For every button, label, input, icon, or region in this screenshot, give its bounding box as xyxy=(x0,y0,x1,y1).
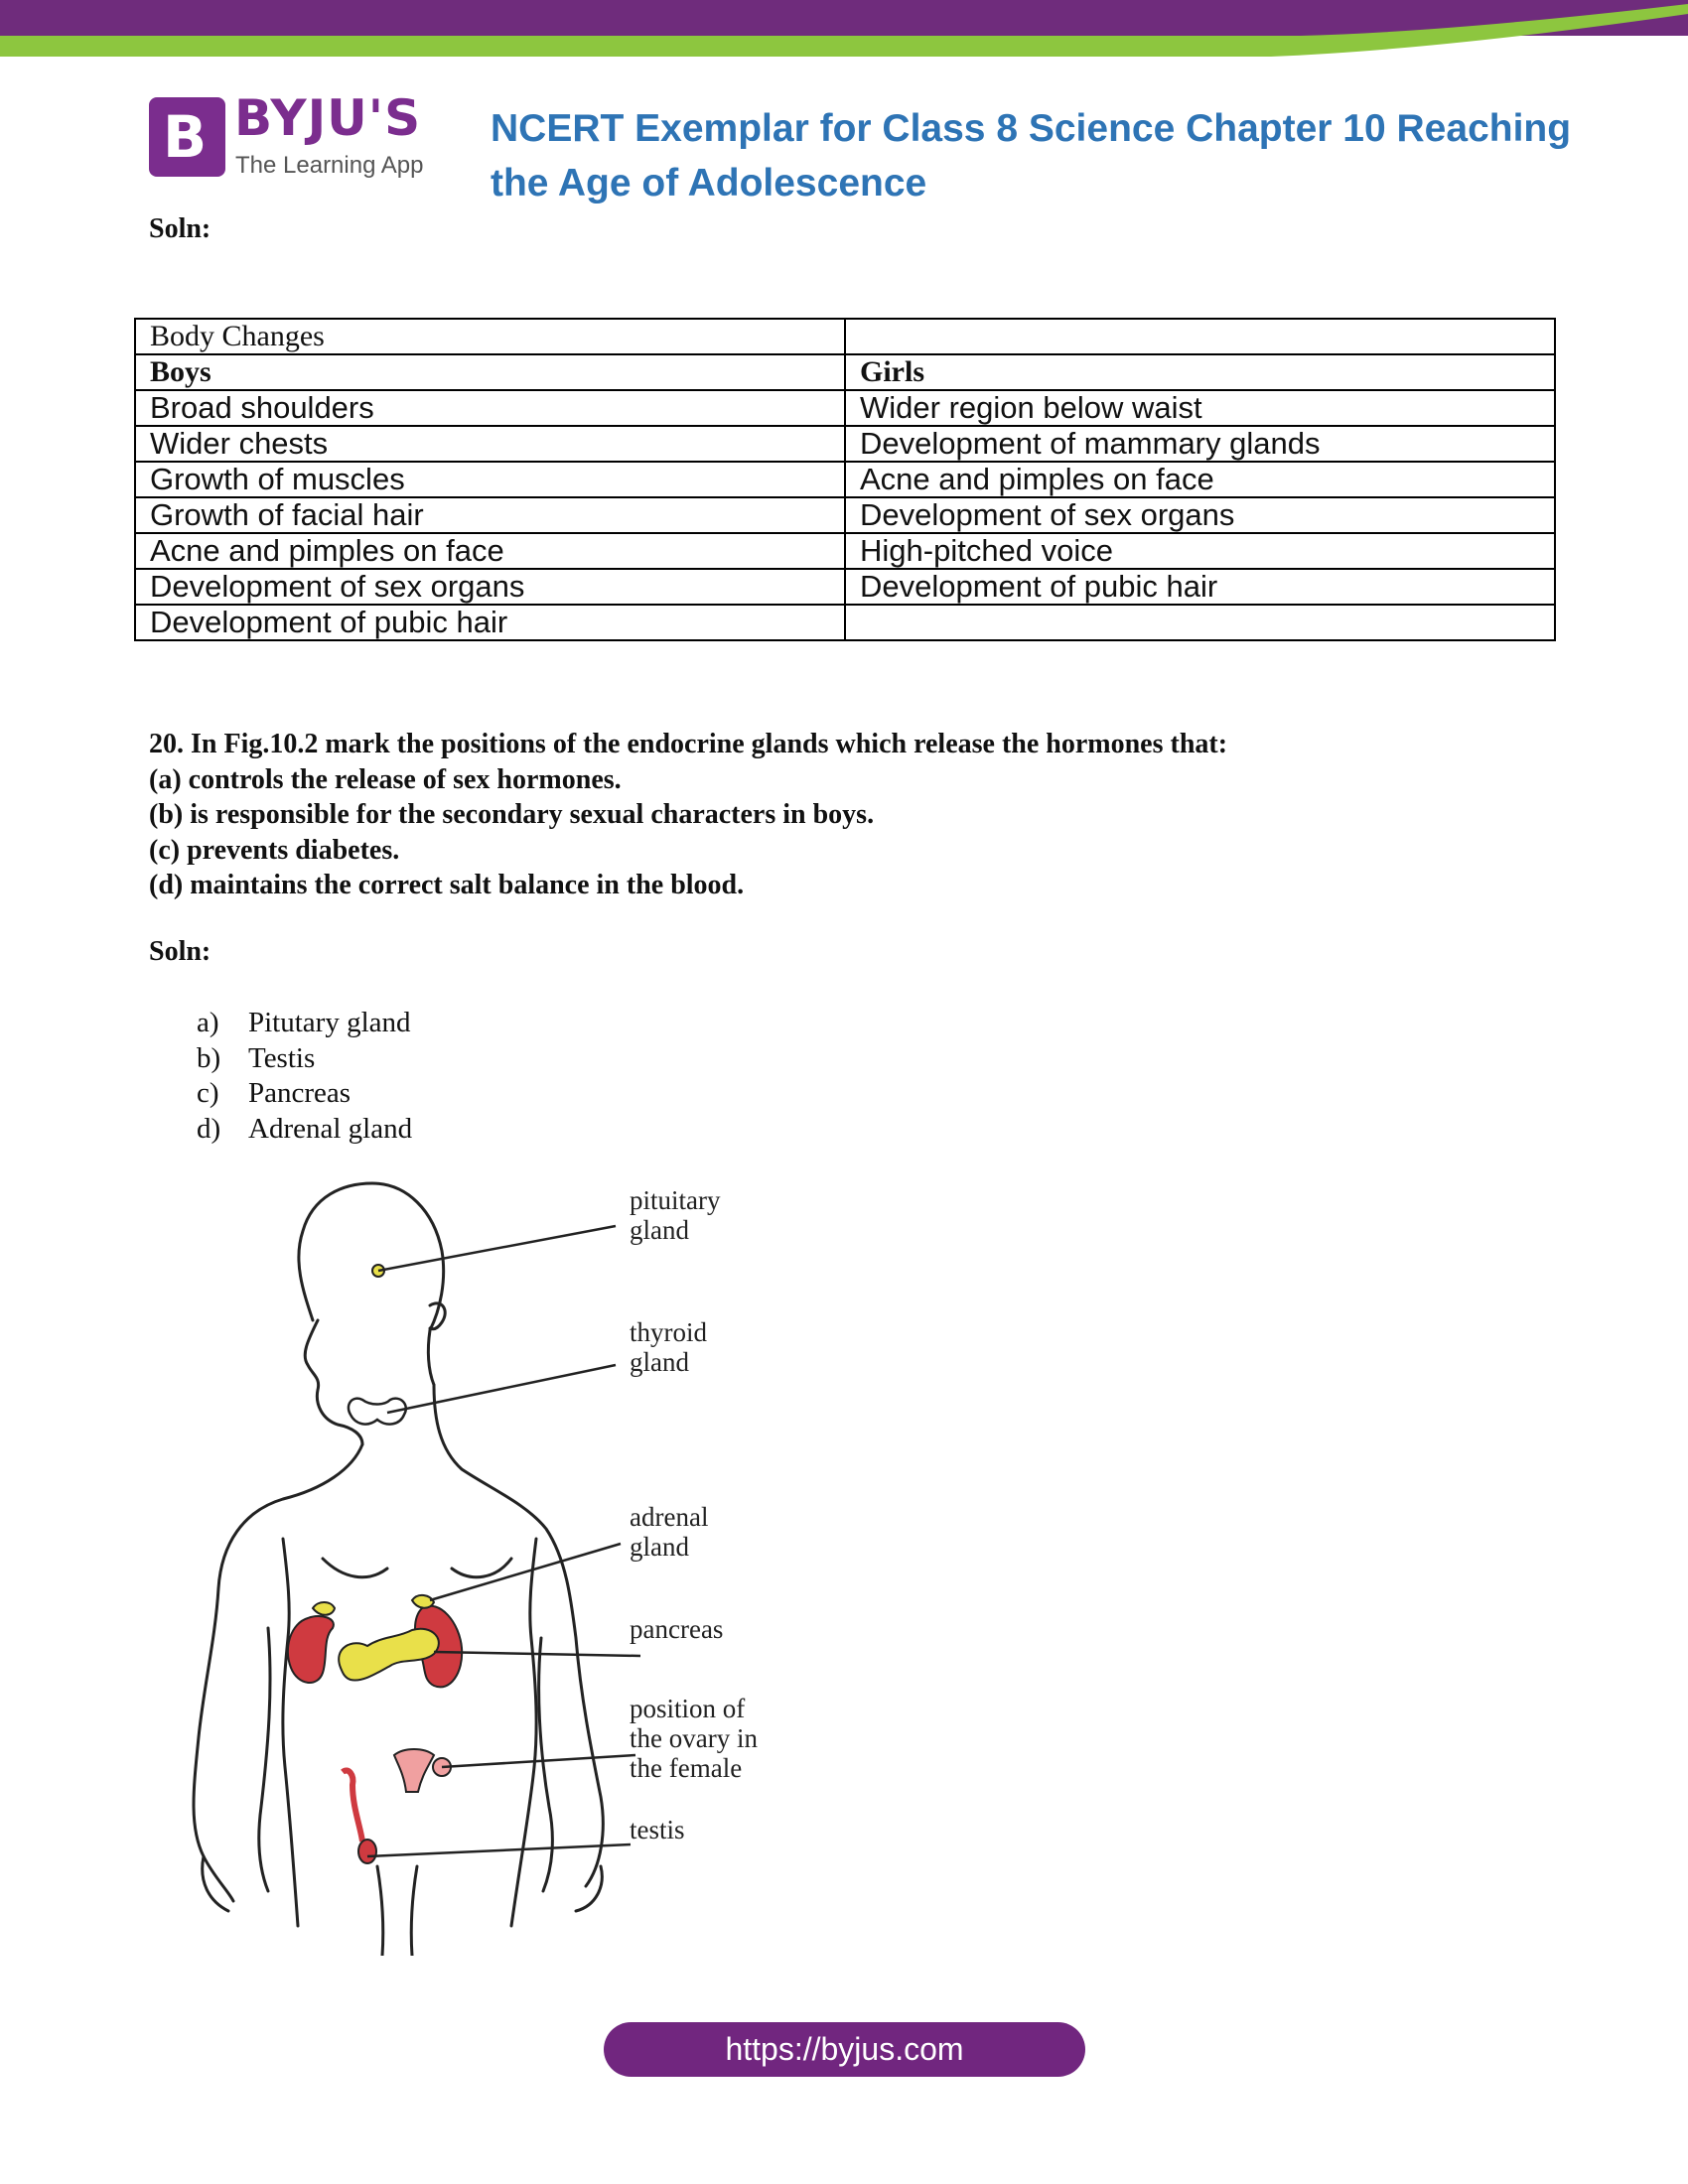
column-header-girls: Girls xyxy=(845,354,1555,390)
pituitary-leader-line xyxy=(378,1226,616,1271)
brand-tagline: The Learning App xyxy=(235,152,424,179)
kidney-left-mark xyxy=(288,1616,334,1683)
question-part-b: (b) is responsible for the secondary sexual characters in boys. xyxy=(149,799,875,830)
label-line: gland xyxy=(630,1532,689,1562)
question-part-c: (c) prevents diabetes. xyxy=(149,834,400,866)
column-header-boys: Boys xyxy=(135,354,845,390)
testis-leader-line xyxy=(367,1844,631,1856)
list-item xyxy=(197,1041,412,1077)
table-cell: Development of pubic hair xyxy=(845,569,1555,605)
question-part-a: (a) controls the release of sex hormones. xyxy=(149,763,622,795)
logo-mark xyxy=(149,97,225,177)
table-cell xyxy=(845,319,1555,354)
adrenal-gland-label xyxy=(630,1502,708,1562)
header-band xyxy=(0,0,1688,60)
list-item xyxy=(197,1006,412,1041)
label-line: pituitary xyxy=(630,1185,721,1215)
list-item xyxy=(197,1076,412,1112)
question-stem: 20. In Fig.10.2 mark the positions of the endocrine glands which release the hormones that: xyxy=(149,729,1228,759)
label-line: thyroid xyxy=(630,1317,707,1347)
table-cell: Wider chests xyxy=(135,426,845,462)
label-line: the ovary in xyxy=(630,1723,758,1753)
human-body-illustration xyxy=(174,1171,819,1956)
answer-text: Pancreas xyxy=(248,1077,352,1109)
table-cell: Acne and pimples on face xyxy=(845,462,1555,497)
table-cell: Acne and pimples on face xyxy=(135,533,845,569)
table-cell: Development of mammary glands xyxy=(845,426,1555,462)
answer-text: Pitutary gland xyxy=(248,1007,411,1038)
table-row xyxy=(135,569,1555,605)
soln-label-2: Soln: xyxy=(149,936,211,967)
label-line: adrenal xyxy=(630,1502,709,1532)
pancreas-label xyxy=(630,1614,723,1644)
endocrine-glands-figure xyxy=(174,1171,819,1956)
table-cell xyxy=(845,605,1555,640)
answer-text: Testis xyxy=(248,1041,316,1074)
table-row xyxy=(135,319,1555,354)
byjus-logo xyxy=(149,89,432,182)
label-line: gland xyxy=(630,1347,689,1377)
thyroid-gland-label xyxy=(630,1317,707,1377)
testis-mark xyxy=(358,1840,376,1863)
table-row xyxy=(135,533,1555,569)
logo-letter: B xyxy=(163,103,208,171)
label-line: gland xyxy=(630,1215,689,1245)
pancreas-mark xyxy=(339,1629,439,1681)
document-title: NCERT Exemplar for Class 8 Science Chapter 10 Reaching the Age of Adolescence xyxy=(491,107,1572,205)
thyroid-leader-line xyxy=(387,1365,616,1413)
table-row xyxy=(135,390,1555,426)
label-line: pancreas xyxy=(630,1614,724,1644)
brand-name: BYJU'S xyxy=(234,89,422,147)
answer-letter: b) xyxy=(197,1041,221,1074)
label-line: testis xyxy=(630,1815,685,1844)
answer-letter: d) xyxy=(197,1112,221,1145)
answer-list xyxy=(197,1006,412,1147)
answer-letter: c) xyxy=(197,1077,219,1109)
ovary-label xyxy=(630,1694,758,1783)
table-header-row xyxy=(135,354,1555,390)
answer-text: Adrenal gland xyxy=(248,1112,413,1145)
table-cell: Growth of facial hair xyxy=(135,497,845,533)
table-row xyxy=(135,605,1555,640)
adrenal-gland-mark xyxy=(313,1602,335,1615)
pancreas-leader-line xyxy=(434,1652,640,1656)
table-cell: Wider region below waist xyxy=(845,390,1555,426)
list-item xyxy=(197,1112,412,1148)
table-cell: High-pitched voice xyxy=(845,533,1555,569)
adrenal-gland-mark xyxy=(412,1595,434,1608)
table-row xyxy=(135,426,1555,462)
table-cell: Development of pubic hair xyxy=(135,605,845,640)
table-cell: Development of sex organs xyxy=(135,569,845,605)
table-cell: Broad shoulders xyxy=(135,390,845,426)
answer-letter: a) xyxy=(197,1007,219,1038)
label-line: the female xyxy=(630,1753,743,1783)
table-row xyxy=(135,462,1555,497)
soln-label-1: Soln: xyxy=(149,213,211,244)
footer-url-link[interactable]: https://byjus.com xyxy=(604,2022,1085,2077)
testis-label xyxy=(630,1815,685,1844)
pituitary-gland-label xyxy=(630,1185,720,1245)
table-cell: Development of sex organs xyxy=(845,497,1555,533)
uterus-mark xyxy=(394,1749,434,1792)
table-row xyxy=(135,497,1555,533)
question-part-d: (d) maintains the correct salt balance in the blood. xyxy=(149,870,745,900)
table-caption: Body Changes xyxy=(135,319,845,354)
body-changes-table xyxy=(134,318,1556,641)
label-line: position of xyxy=(630,1694,746,1723)
sperm-duct-mark xyxy=(343,1770,362,1842)
table-cell: Growth of muscles xyxy=(135,462,845,497)
question-20 xyxy=(149,727,1227,903)
ovary-leader-line xyxy=(442,1755,635,1767)
